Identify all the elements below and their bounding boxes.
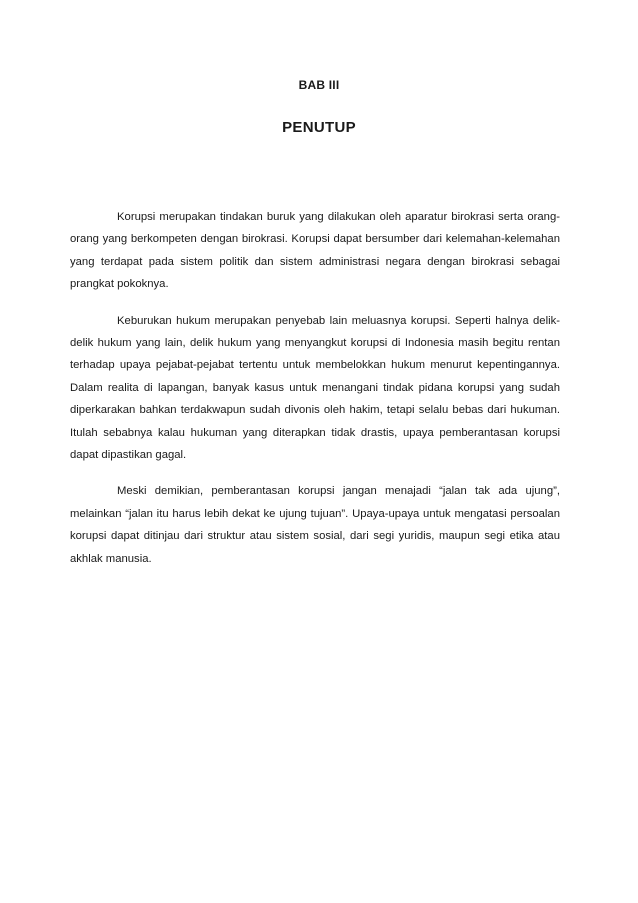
paragraph-1: Korupsi merupakan tindakan buruk yang dilakukan oleh aparatur birokrasi serta orang-orang yang berkompeten dengan birokrasi. Korupsi dapat bersumber dari kelemahan-kelemahan yang terdapat pada sistem politik dan sistem administrasi negara dengan birokrasi sebagai prangkat pokoknya. (70, 211, 560, 291)
chapter-heading: BAB III (298, 78, 340, 92)
paragraph-3: Meski demikian, pemberantasan korupsi jangan menajadi “jalan tak ada ujung”, melainkan “jalan itu harus lebih dekat ke ujung tujuan”. Upaya-upaya untuk mengatasi persoalan korupsi dapat ditinjau dari struktur atau sistem sosial, dari segi yuridis, maupun segi etika atau akhlak manusia. (70, 485, 560, 565)
body-text (70, 206, 560, 584)
paragraph-2: Keburukan hukum merupakan penyebab lain meluasnya korupsi. Seperti halnya delik-delik hukum yang lain, delik hukum yang menyangkut korupsi di Indonesia masih begitu rentan terhadap upaya pejabat-pejabat tertentu untuk membelokkan hukum menurut kepentingannya. Dalam realita di lapangan, banyak kasus untuk menangani tindak pidana korupsi yang sudah diperkarakan bahkan terdakwapun sudah divonis oleh hakim, tetapi selalu bebas dari hukuman. Itulah sebabnya kalau hukuman yang diterapkan tidak drastis, upaya pemberantasan korupsi dapat dipastikan gagal. (70, 314, 560, 462)
page-title: PENUTUP (282, 119, 356, 136)
